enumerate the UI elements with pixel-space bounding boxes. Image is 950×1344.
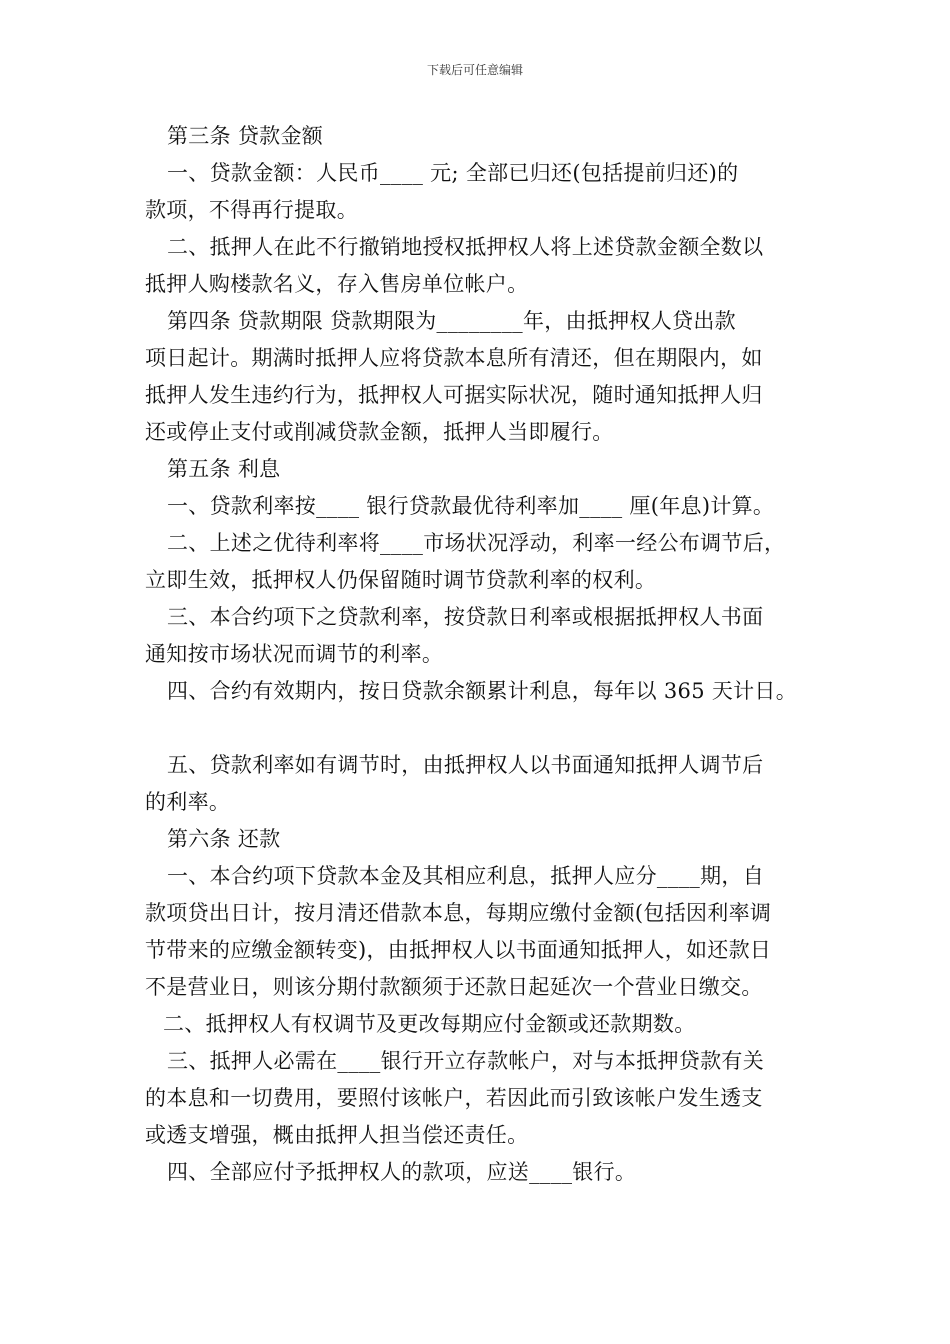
paragraph-line: 不是营业日，则该分期付款额须于还款日起延次一个营业日缴交。	[145, 975, 763, 999]
paragraph-line: 四、合约有效期内，按日贷款余额累计利息，每年以 365 天计日。	[167, 679, 798, 703]
blank-line	[145, 710, 825, 747]
paragraph-line: 二、上述之优待利率将____市场状况浮动，利率一经公布调节后，	[167, 531, 786, 555]
paragraph-line: 通知按市场状况而调节的利率。	[145, 642, 444, 666]
article-6-heading: 第六条 还款	[167, 827, 281, 851]
paragraph-line: 立即生效，抵押权人仍保留随时调节贷款利率的权利。	[145, 568, 657, 592]
paragraph-line: 抵押人购楼款名义，存入售房单位帐户。	[145, 272, 529, 296]
paragraph-line: 的利率。	[145, 790, 231, 814]
paragraph-line: 四、全部应付予抵押权人的款项，应送____银行。	[167, 1160, 637, 1184]
paragraph-line: 款项，不得再行提取。	[145, 198, 358, 222]
article-4-heading: 第四条 贷款期限 贷款期限为________年，由抵押权人贷出款	[167, 309, 736, 333]
paragraph-line: 节带来的应缴金额转变)，由抵押权人以书面通知抵押人，如还款日	[145, 938, 772, 962]
paragraph-line: 一、本合约项下贷款本金及其相应利息，抵押人应分____期，自	[167, 864, 764, 888]
page-header: 下载后可任意编辑	[426, 63, 523, 77]
paragraph-line: 三、本合约项下之贷款利率，按贷款日利率或根据抵押权人书面	[167, 605, 764, 629]
article-3-heading: 第三条 贷款金额	[167, 124, 324, 148]
paragraph-line: 五、贷款利率如有调节时，由抵押权人以书面通知抵押人调节后	[167, 753, 764, 777]
paragraph-line: 一、贷款金额：人民币____ 元; 全部已归还(包括提前归还)的	[167, 161, 739, 185]
paragraph-line: 二、抵押权人有权调节及更改每期应付金额或还款期数。	[163, 1012, 696, 1036]
paragraph-line: 款项贷出日计，按月清还借款本息，每期应缴付金额(包括因利率调	[145, 901, 772, 925]
paragraph-line: 或透支增强，概由抵押人担当偿还责任。	[145, 1123, 529, 1147]
paragraph-line: 二、抵押人在此不行撤销地授权抵押权人将上述贷款金额全数以	[167, 235, 764, 259]
paragraph-line: 的本息和一切费用，要照付该帐户，若因此而引致该帐户发生透支	[145, 1086, 763, 1110]
paragraph-line: 项日起计。期满时抵押人应将贷款本息所有清还，但在期限内，如	[145, 346, 763, 370]
article-5-heading: 第五条 利息	[167, 457, 281, 481]
document-body	[145, 118, 825, 1191]
paragraph-line: 一、贷款利率按____ 银行贷款最优待利率加____ 厘(年息)计算。	[167, 494, 775, 518]
paragraph-line: 三、抵押人必需在____银行开立存款帐户，对与本抵押贷款有关	[167, 1049, 764, 1073]
paragraph-line: 抵押人发生违约行为，抵押权人可据实际状况，随时通知抵押人归	[145, 383, 763, 407]
paragraph-line: 还或停止支付或削减贷款金额，抵押人当即履行。	[145, 420, 614, 444]
